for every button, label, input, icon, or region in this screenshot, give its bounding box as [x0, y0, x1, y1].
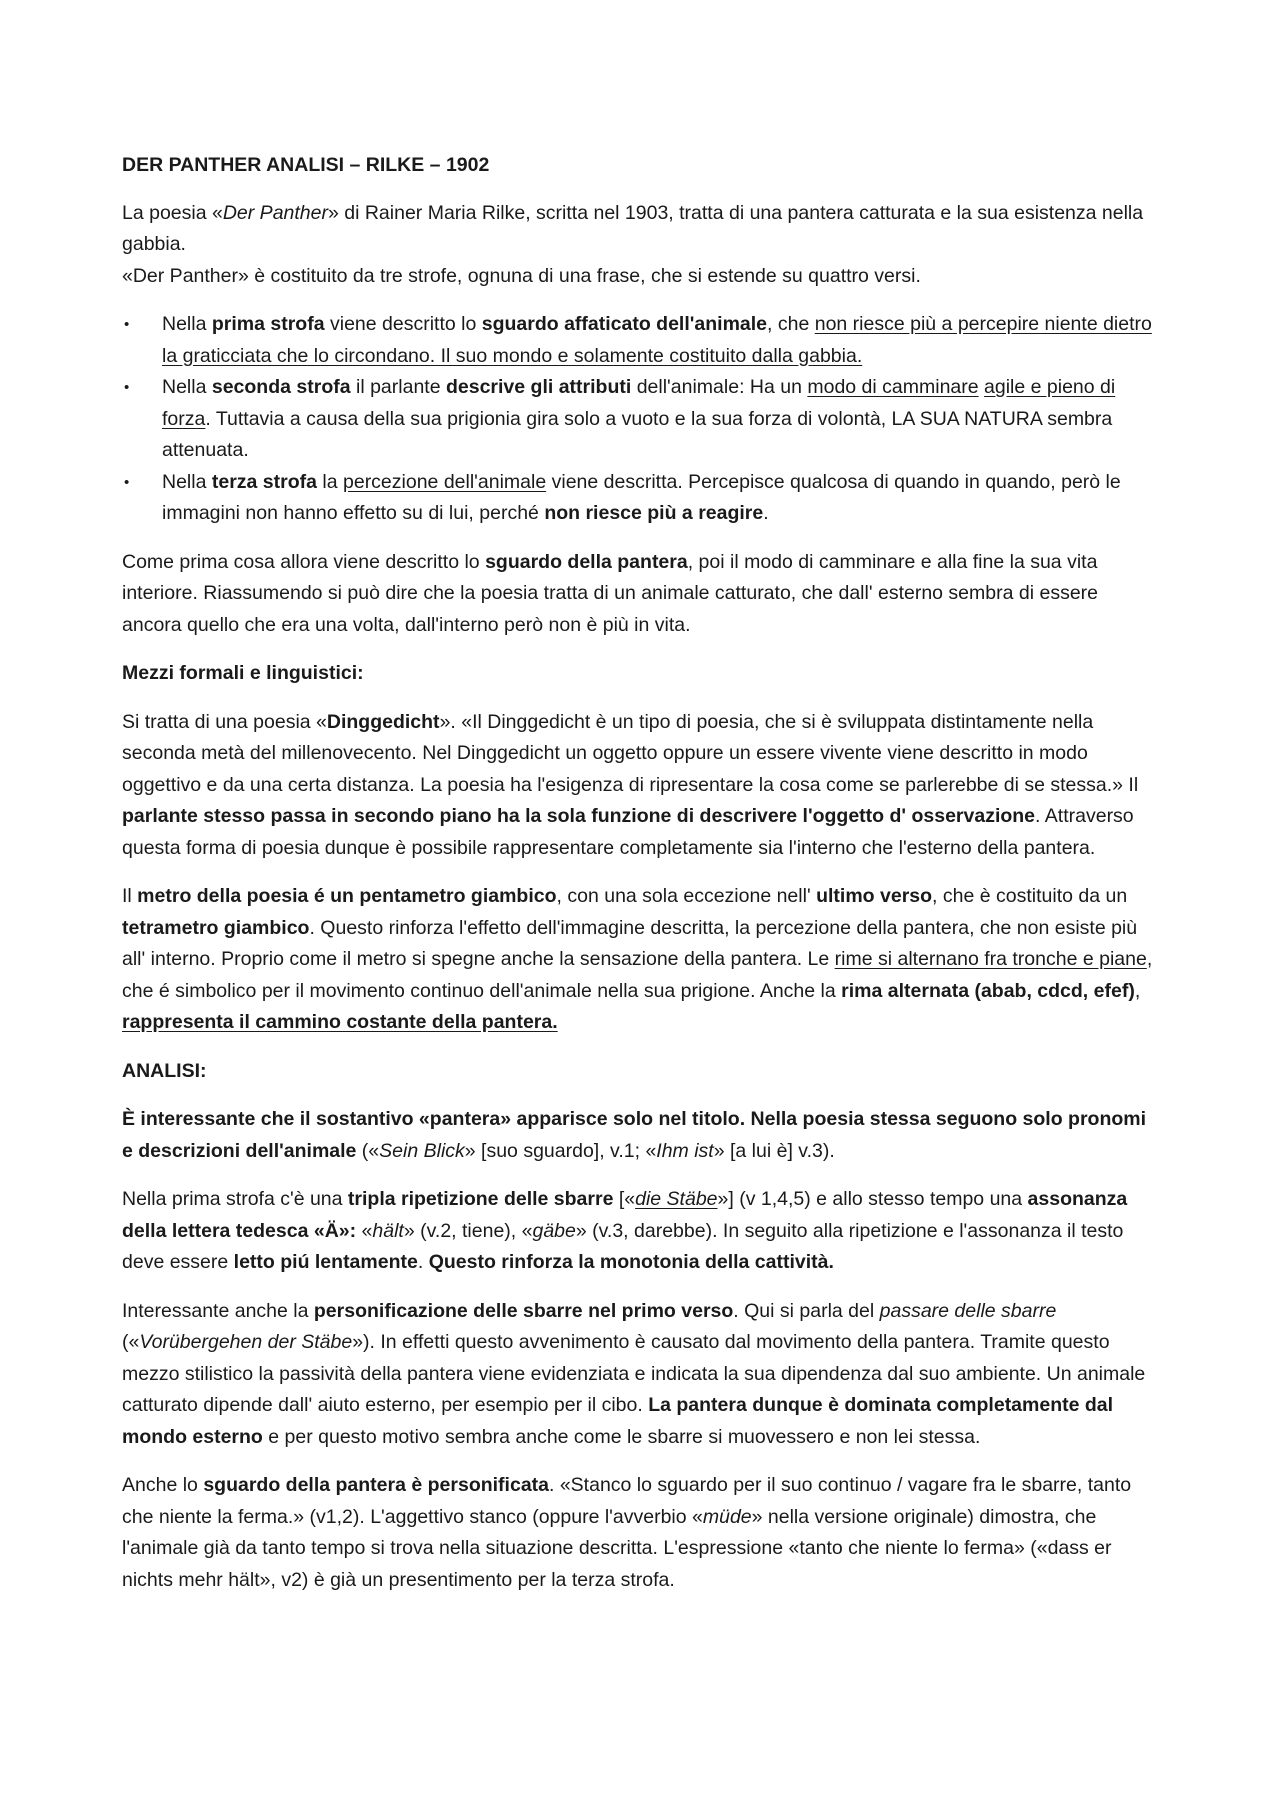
text-run: Ihm ist: [656, 1139, 714, 1162]
heading-analysis: ANALISI:: [122, 1059, 207, 1082]
analysis-paragraph-4: Anche lo sguardo della pantera è personificata. «Stanco lo sguardo per il suo continuo / vagare fra le sbarre, tanto che niente la ferma.» (v1,2). L'aggettivo stanco (oppure l'avverbio «müde» nella versione originale) dimostra, che l'animale già da tanto tempo si trova nella situazione descritta. L'espressione «tanto che niente lo ferma» («dass er nichts mehr hält», v2) è già un presentimento per la terza strofa.: [122, 1474, 1132, 1591]
text-run: letto piú lentamente: [233, 1251, 418, 1273]
text-run: Dinggedicht: [326, 710, 440, 733]
summary-paragraph: Come prima cosa allora viene descritto lo sguardo della pantera, poi il modo di camminare e alla fine la sua vita interiore. Riassumendo si può dire che la poesia tratta di un animale catturato, che dall' esterno sembra di essere ancora quello che era una volta, dall'interno però non è più in vita.: [122, 550, 1098, 636]
text-run: modo di camminare: [807, 376, 979, 398]
text-run: sguardo della pantera è personificata: [203, 1474, 549, 1496]
text-run: non riesce più a percepire niente dietro la graticciata che lo circondano. Il suo mondo e solamente costituito dalla gabbia.: [162, 313, 1152, 367]
text-run: sguardo della pantera: [485, 550, 688, 573]
stanza-text-2: Nella seconda strofa il parlante descrive gli attributi dell'animale: Ha un modo di camminare agile e pieno di forza. Tuttavia a causa della sua prigionia gira solo a vuoto e la sua forza di volontà, LA SUA NATURA sembra attenuata.: [162, 376, 1116, 461]
text-run: personificazione delle sbarre nel primo verso: [313, 1299, 734, 1322]
stanza-item-1: [122, 309, 1160, 372]
intro-line-1: La poesia «Der Panther» di Rainer Maria Rilke, scritta nel 1903, tratta di una pantera catturata e la sua esistenza nella gabbia.: [122, 201, 1144, 255]
text-run: sguardo affaticato dell'animale: [481, 313, 768, 335]
text-run: percezione dell'animale: [343, 470, 547, 493]
text-run: Sein Blick: [379, 1139, 465, 1162]
text-run: agile e pieno di forza: [162, 376, 1116, 430]
text-run: gäbe: [532, 1219, 576, 1242]
text-run: hält: [372, 1219, 404, 1242]
bullet-icon: •: [124, 379, 130, 396]
text-run: metro della poesia é un pentametro giambico: [137, 885, 557, 907]
text-run: terza strofa: [211, 470, 317, 493]
text-run: Der Panther: [222, 201, 328, 224]
text-run: parlante stesso passa in secondo piano ha la sola funzione di descrivere l'oggetto d' osservazione: [122, 805, 1036, 827]
stanza-text-3: Nella terza strofa la percezione dell'animale viene descritta. Percepisce qualcosa di quando in quando, però le immagini non hanno effetto su di lui, perché non riesce più a reagire.: [162, 470, 1121, 524]
document-title: DER PANTHER ANALISI – RILKE – 1902: [122, 154, 490, 176]
text-run: rima alternata (abab, cdcd, efef): [841, 979, 1135, 1002]
stanza-list: [122, 309, 1160, 530]
text-run: seconda strofa: [211, 376, 351, 398]
bullet-icon: •: [124, 316, 130, 333]
text-run: müde: [702, 1505, 752, 1528]
stanza-text-1: Nella prima strofa viene descritto lo sguardo affaticato dell'animale, che non riesce più a percepire niente dietro la graticciata che lo circondano. Il suo mondo e solamente costituito dalla gabbia.: [162, 313, 1152, 367]
text-run: rappresenta il cammino costante della pantera.: [122, 1011, 558, 1033]
text-run: Vorübergehen der Stäbe: [139, 1331, 353, 1353]
text-run: passare delle sbarre: [879, 1299, 1057, 1322]
formal-paragraph-2: Il metro della poesia é un pentametro giambico, con una sola eccezione nell' ultimo verso, che è costituito da un tetrametro giambico. Questo rinforza l'effetto dell'immagine descritta, la percezione della pantera, che non esiste più all' interno. Proprio come il metro si spegne anche la sensazione della pantera. Le rime si alternano fra tronche e piane, che é simbolico per il movimento continuo dell'animale nella sua prigione. Anche la rima alternata (abab, cdcd, efef), rappresenta il cammino costante della pantera.: [122, 885, 1153, 1033]
bullet-icon: •: [124, 473, 130, 491]
text-run: Questo rinforza la monotonia della cattività.: [428, 1251, 834, 1273]
stanza-item-2: [122, 372, 1160, 467]
text-run: ultimo verso: [816, 885, 933, 907]
text-run: prima strofa: [211, 313, 325, 335]
formal-paragraph-1: Si tratta di una poesia «Dinggedicht». «Il Dinggedicht è un tipo di poesia, che si è sviluppata distintamente nella seconda metà del millenovecento. Nel Dinggedicht un oggetto oppure un essere vivente viene descritto in modo oggettivo e da una certa distanza. La poesia ha l'esigenza di ripresentare la cosa come se parlerebbe di se stessa.» Il parlante stesso passa in secondo piano ha la sola funzione di descrivere l'oggetto d' osservazione. Attraverso questa forma di poesia dunque è possibile rappresentare completamente sia l'interno che l'esterno della pantera.: [122, 710, 1139, 859]
text-run: tetrametro giambico: [122, 916, 310, 939]
text-run: È interessante che il sostantivo «pantera» apparisce solo nel titolo. Nella poesia stessa seguono solo pronomi e descrizioni dell'animale: [122, 1108, 1147, 1162]
intro-paragraph: [122, 198, 1160, 293]
text-run: rime si alternano fra tronche e piane: [834, 948, 1147, 970]
heading-formal-means: Mezzi formali e linguistici:: [122, 662, 364, 684]
analysis-paragraph-1: È interessante che il sostantivo «pantera» apparisce solo nel titolo. Nella poesia stessa seguono solo pronomi e descrizioni dell'animale («Sein Blick» [suo sguardo], v.1; «Ihm ist» [a lui è] v.3).: [122, 1108, 1147, 1162]
text-run: non riesce più a reagire: [544, 502, 764, 524]
stanza-item-3: [122, 467, 1160, 530]
intro-line-2: «Der Panther» è costituito da tre strofe, ognuna di una frase, che si estende su quattro versi.: [122, 264, 921, 287]
text-run: assonanza della lettera tedesca «Ä»:: [122, 1188, 1128, 1242]
analysis-paragraph-3: Interessante anche la personificazione delle sbarre nel primo verso. Qui si parla del passare delle sbarre («Vorübergehen der Stäbe»). In effetti questo avvenimento è causato dal movimento della pantera. Tramite questo mezzo stilistico la passività della pantera viene evidenziata e indicata la sua dipendenza dal suo ambiente. Un animale catturato dipende dall' aiuto esterno, per esempio per il cibo. La pantera dunque è dominata completamente dal mondo esterno e per questo motivo sembra anche come le sbarre si muovessero e non lei stessa.: [122, 1299, 1146, 1448]
analysis-paragraph-2: Nella prima strofa c'è una tripla ripetizione delle sbarre [«die Stäbe»] (v 1,4,5) e allo stesso tempo una assonanza della lettera tedesca «Ä»: «hält» (v.2, tiene), «gäbe» (v.3, darebbe). In seguito alla ripetizione e l'assonanza il testo deve essere letto piú lentamente. Questo rinforza la monotonia della cattività.: [122, 1188, 1128, 1273]
text-run: tripla ripetizione delle sbarre: [347, 1188, 614, 1210]
text-run: La pantera dunque è dominata completamente dal mondo esterno: [122, 1394, 1114, 1448]
text-run: descrive gli attributi: [445, 376, 632, 398]
text-run: die Stäbe: [635, 1188, 718, 1210]
